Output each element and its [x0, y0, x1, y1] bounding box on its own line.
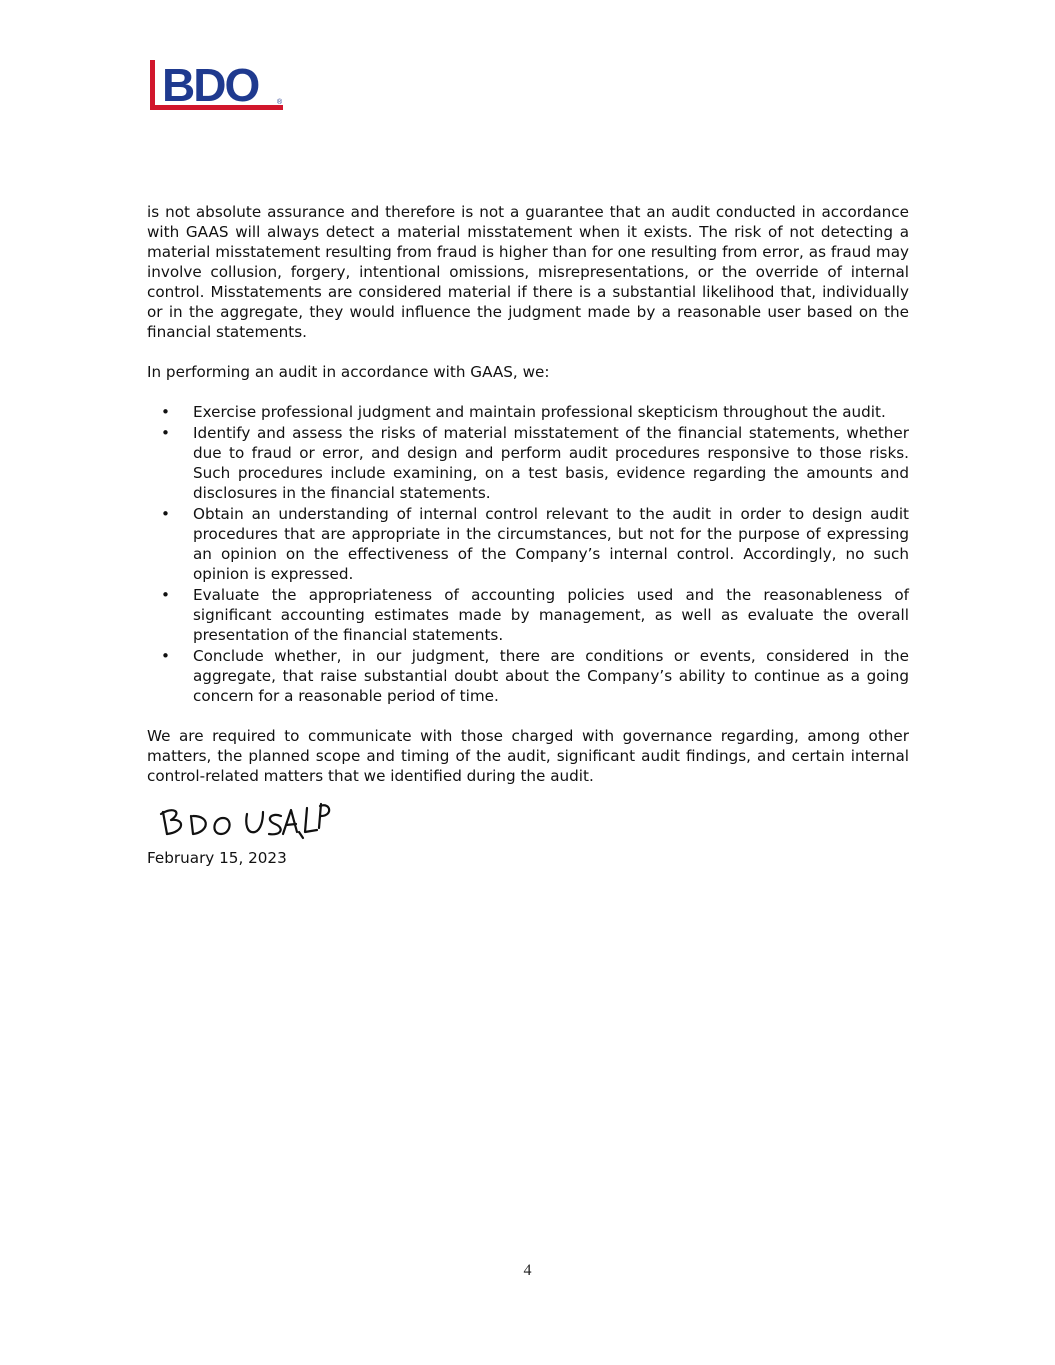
paragraph-assurance: is not absolute assurance and therefore is not a guarantee that an audit conducted in accordance with GAAS will always detect a material misstatement when it exists. The risk of not detecting a material misstatement resulting from fraud is higher than for one resulting from error, as fraud may involve collusion, forgery, intentional omissions, misrepresentations, or the override of internal control. Misstatements are considered material if there is a substantial likelihood that, individually or in the aggregate, they would influence the judgment made by a reasonable user based on the financial statements.	[147, 203, 909, 341]
document-body	[147, 202, 909, 868]
bullet-icon: •	[161, 424, 170, 442]
bullet-icon: •	[161, 647, 170, 665]
report-date: February 15, 2023	[147, 849, 287, 867]
bullet-icon: •	[161, 403, 170, 421]
list-item: • Evaluate the appropriateness of accounting policies used and the reasonableness of significant accounting estimates made by management, as well as evaluate the overall presentation of the financial statements.	[161, 586, 909, 644]
bullet-icon: •	[161, 505, 170, 523]
list-item: • Identify and assess the risks of material misstatement of the financial statements, whether due to fraud or error, and design and perform audit procedures responsive to those risks. Such procedures include examining, on a test basis, evidence regarding the amounts and disclosures in the financial statements.	[161, 424, 909, 502]
list-item: • Exercise professional judgment and maintain professional skepticism throughout the audit.	[161, 403, 886, 421]
list-item: • Obtain an understanding of internal control relevant to the audit in order to design audit procedures that are appropriate in the circumstances, but not for the purpose of expressing an opinion on the effectiveness of the Company’s internal control. Accordingly, no such opinion is expressed.	[161, 505, 909, 583]
signature	[153, 794, 333, 844]
bullet-icon: •	[161, 586, 170, 604]
paragraph-intro-list: In performing an audit in accordance with GAAS, we:	[147, 363, 550, 381]
logo-text: BDO	[162, 60, 259, 111]
bdo-logo	[148, 60, 286, 114]
logo-registered-mark: ®	[277, 99, 283, 106]
list-item: • Conclude whether, in our judgment, there are conditions or events, considered in the aggregate, that raise substantial doubt about the Company’s ability to continue as a going concern for a reasonable period of time.	[161, 647, 909, 705]
audit-steps-list	[147, 402, 909, 706]
paragraph-governance: We are required to communicate with those charged with governance regarding, among other matters, the planned scope and timing of the audit, significant audit findings, and certain internal control-related matters that we identified during the audit.	[147, 727, 909, 785]
page-number: 4	[523, 1262, 532, 1279]
logo-red-bar	[150, 60, 155, 110]
